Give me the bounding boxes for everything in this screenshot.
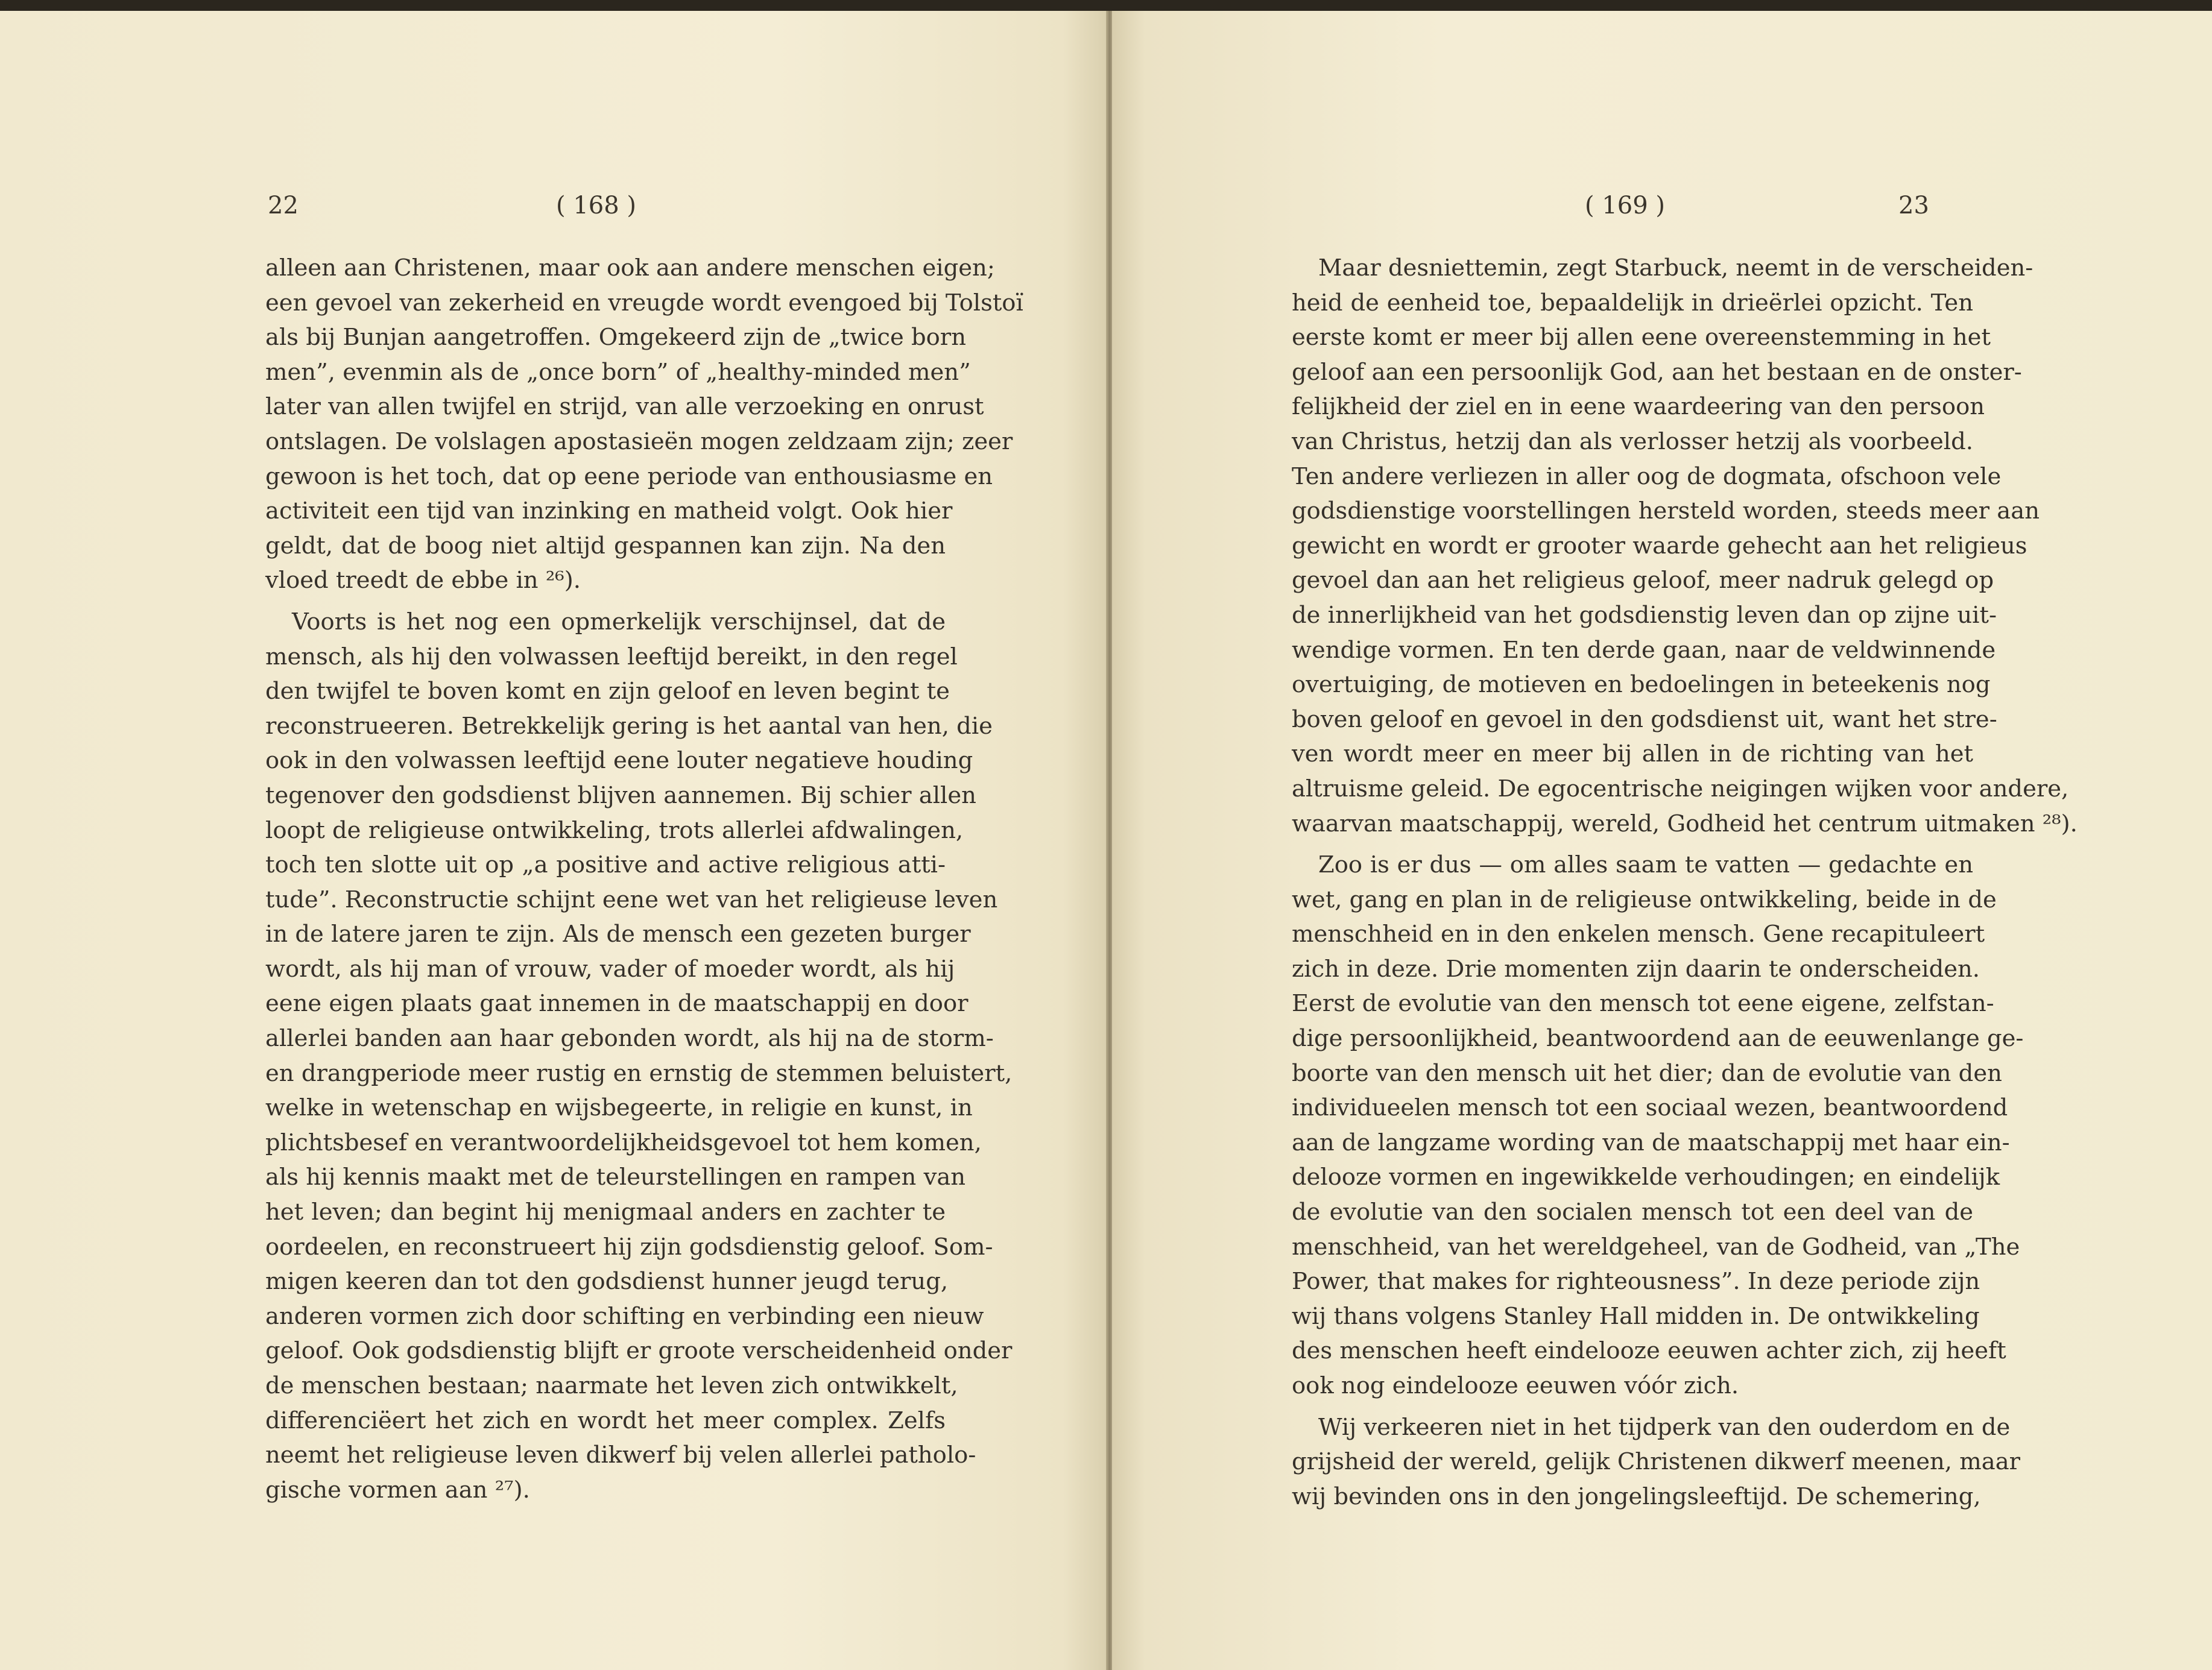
text-line: menschheid en in den enkelen mensch. Gene recapituleert	[1292, 921, 1985, 948]
text-line: Voorts is het nog een opmerkelijk verschijnsel, dat de	[292, 608, 946, 635]
text-line: wet, gang en plan in de religieuse ontwikkeling, beide in de	[1292, 886, 1997, 913]
text-line: dige persoonlijkheid, beantwoordend aan de eeuwenlange ge-	[1292, 1025, 2024, 1053]
text-line: Maar desniettemin, zegt Starbuck, neemt in de verscheiden-	[1318, 254, 2033, 282]
text-line: oordeelen, en reconstrueert hij zijn godsdienstig geloof. Som-	[265, 1233, 993, 1261]
text-line: individueelen mensch tot een sociaal wezen, beantwoordend	[1292, 1094, 2008, 1122]
text-line: wordt, als hij man of vrouw, vader of moeder wordt, als hij	[265, 955, 955, 983]
text-line: alleen aan Christenen, maar ook aan andere menschen eigen;	[265, 254, 995, 282]
paragraph	[265, 605, 1013, 1507]
text-line: toch ten slotte uit op „a positive and active religious atti-	[265, 851, 946, 879]
text-line: gewoon is het toch, dat op eene periode van enthousiasme en	[265, 462, 993, 490]
right-page	[1112, 11, 2212, 1670]
text-line: tegenover den godsdienst blijven aannemen. Bij schier allen	[265, 781, 976, 809]
text-line: anderen vormen zich door schifting en verbinding een nieuw	[265, 1302, 984, 1330]
text-line: vloed treedt de ebbe in ²⁶).	[265, 567, 581, 594]
text-line: Ten andere verliezen in aller oog de dogmata, ofschoon vele	[1292, 462, 2002, 490]
text-line: grijsheid der wereld, gelijk Christenen dikwerf meenen, maar	[1292, 1448, 2021, 1476]
page-number-right: 23	[1898, 192, 1929, 219]
text-line: een gevoel van zekerheid en vreugde wordt evengoed bij Tolstoï	[265, 289, 1023, 317]
text-line: en drangperiode meer rustig en ernstig de stemmen beluistert,	[265, 1059, 1013, 1087]
text-line: overtuiging, de motieven en bedoelingen in beteekenis nog	[1292, 671, 1991, 699]
text-line: gische vormen aan ²⁷).	[265, 1476, 530, 1504]
text-line: ook nog eindelooze eeuwen vóór zich.	[1292, 1372, 1739, 1399]
text-line: wij thans volgens Stanley Hall midden in. De ontwikkeling	[1292, 1302, 1980, 1330]
text-line: plichtsbesef en verantwoordelijkheidsgevoel tot hem komen,	[265, 1129, 982, 1156]
page-label-right: ( 169 )	[1585, 192, 1665, 219]
text-line: heid de eenheid toe, bepaaldelijk in drieërlei opzicht. Ten	[1292, 289, 1973, 317]
text-line: de innerlijkheid van het godsdienstig leven dan op zijne uit-	[1292, 601, 1997, 629]
text-line: als bij Bunjan aangetroffen. Omgekeerd zijn de „twice born	[265, 324, 967, 351]
text-line: eene eigen plaats gaat innemen in de maatschappij en door	[265, 990, 969, 1018]
text-line: delooze vormen en ingewikkelde verhoudingen; en eindelijk	[1292, 1164, 2000, 1191]
text-line: gevoel dan aan het religieus geloof, meer nadruk gelegd op	[1292, 567, 1994, 594]
text-line: als hij kennis maakt met de teleurstellingen en rampen van	[265, 1164, 966, 1191]
text-line: felijkheid der ziel en in eene waardeering van den persoon	[1292, 393, 1985, 421]
text-line: godsdienstige voorstellingen hersteld worden, steeds meer aan	[1292, 497, 2040, 525]
text-line: loopt de religieuse ontwikkeling, trots allerlei afdwalingen,	[265, 816, 964, 844]
paragraph	[265, 251, 1023, 598]
text-line: altruisme geleid. De egocentrische neigingen wijken voor andere,	[1292, 775, 2069, 802]
text-line: ook in den volwassen leeftijd eene louter negatieve houding	[265, 747, 973, 775]
text-line: reconstrueeren. Betrekkelijk gering is het aantal van hen, die	[265, 712, 993, 740]
text-line: welke in wetenschap en wijsbegeerte, in religie en kunst, in	[265, 1094, 973, 1122]
text-line: des menschen heeft eindelooze eeuwen achter zich, zij heeft	[1292, 1337, 2006, 1365]
text-line: menschheid, van het wereldgeheel, van de Godheid, van „The	[1292, 1233, 2020, 1261]
text-line: Eerst de evolutie van den mensch tot eene eigene, zelfstan-	[1292, 990, 1994, 1018]
text-line: de menschen bestaan; naarmate het leven zich ontwikkelt,	[265, 1372, 958, 1399]
text-line: wij bevinden ons in den jongelingsleeftijd. De schemering,	[1292, 1483, 1981, 1510]
text-line: geloof. Ook godsdienstig blijft er groote verscheidenheid onder	[265, 1337, 1013, 1365]
text-line: zich in deze. Drie momenten zijn daarin te onderscheiden.	[1292, 955, 1980, 983]
text-line: men”, evenmin als de „once born” of „healthy-minded men”	[265, 358, 971, 386]
text-line: boorte van den mensch uit het dier; dan de evolutie van den	[1292, 1059, 2002, 1087]
text-line: later van allen twijfel en strijd, van alle verzoeking en onrust	[265, 393, 984, 421]
text-line: de evolutie van den socialen mensch tot een deel van de	[1292, 1199, 1973, 1226]
text-line: geloof aan een persoonlijk God, aan het bestaan en de onster-	[1292, 358, 2022, 386]
text-line: mensch, als hij den volwassen leeftijd bereikt, in den regel	[265, 643, 958, 670]
text-line: ontslagen. De volslagen apostasieën mogen zeldzaam zijn; zeer	[265, 427, 1013, 455]
paragraph	[1292, 1410, 2021, 1514]
text-line: aan de langzame wording van de maatschappij met haar ein-	[1292, 1129, 2010, 1156]
text-line: tude”. Reconstructie schijnt eene wet van het religieuse leven	[265, 886, 998, 913]
text-line: het leven; dan begint hij menigmaal anders en zachter te	[265, 1199, 946, 1226]
paragraph-gap	[1292, 841, 1973, 848]
left-page-body	[265, 251, 1023, 1507]
left-page	[0, 11, 1107, 1670]
text-line: van Christus, hetzij dan als verlosser hetzij als voorbeeld.	[1292, 427, 1973, 455]
page-number-left: 22	[268, 192, 299, 219]
text-line: geldt, dat de boog niet altijd gespannen kan zijn. Na den	[265, 532, 946, 559]
paragraph-gap	[1292, 1404, 1973, 1410]
paragraph-gap	[265, 598, 946, 605]
paragraph	[1292, 251, 2078, 841]
text-line: Wij verkeeren niet in het tijdperk van den ouderdom en de	[1318, 1413, 2011, 1441]
text-line: activiteit een tijd van inzinking en matheid volgt. Ook hier	[265, 497, 953, 525]
text-line: ven wordt meer en meer bij allen in de richting van het	[1292, 740, 1973, 768]
text-line: Power, that makes for righteousness”. In deze periode zijn	[1292, 1268, 1980, 1296]
text-line: neemt het religieuse leven dikwerf bij velen allerlei patholo-	[265, 1442, 976, 1469]
text-line: gewicht en wordt er grooter waarde gehecht aan het religieus	[1292, 532, 2027, 559]
text-line: in de latere jaren te zijn. Als de mensch een gezeten burger	[265, 921, 971, 948]
text-line: den twijfel te boven komt en zijn geloof en leven begint te	[265, 678, 950, 705]
text-line: eerste komt er meer bij allen eene overeenstemming in het	[1292, 324, 1991, 351]
text-line: migen keeren dan tot den godsdienst hunner jeugd terug,	[265, 1268, 949, 1296]
text-line: allerlei banden aan haar gebonden wordt, als hij na de storm-	[265, 1025, 994, 1053]
text-line: wendige vormen. En ten derde gaan, naar de veldwinnende	[1292, 636, 1996, 664]
page-label-left: ( 168 )	[556, 192, 636, 219]
paragraph	[1292, 848, 2024, 1404]
text-line: boven geloof en gevoel in den godsdienst uit, want het stre-	[1292, 705, 1997, 733]
text-line: waarvan maatschappij, wereld, Godheid het centrum uitmaken ²⁸).	[1292, 810, 2078, 837]
text-line: differenciëert het zich en wordt het meer complex. Zelfs	[265, 1407, 946, 1434]
right-page-body	[1292, 251, 2078, 1514]
text-line: Zoo is er dus — om alles saam te vatten — gedachte en	[1318, 851, 1973, 879]
